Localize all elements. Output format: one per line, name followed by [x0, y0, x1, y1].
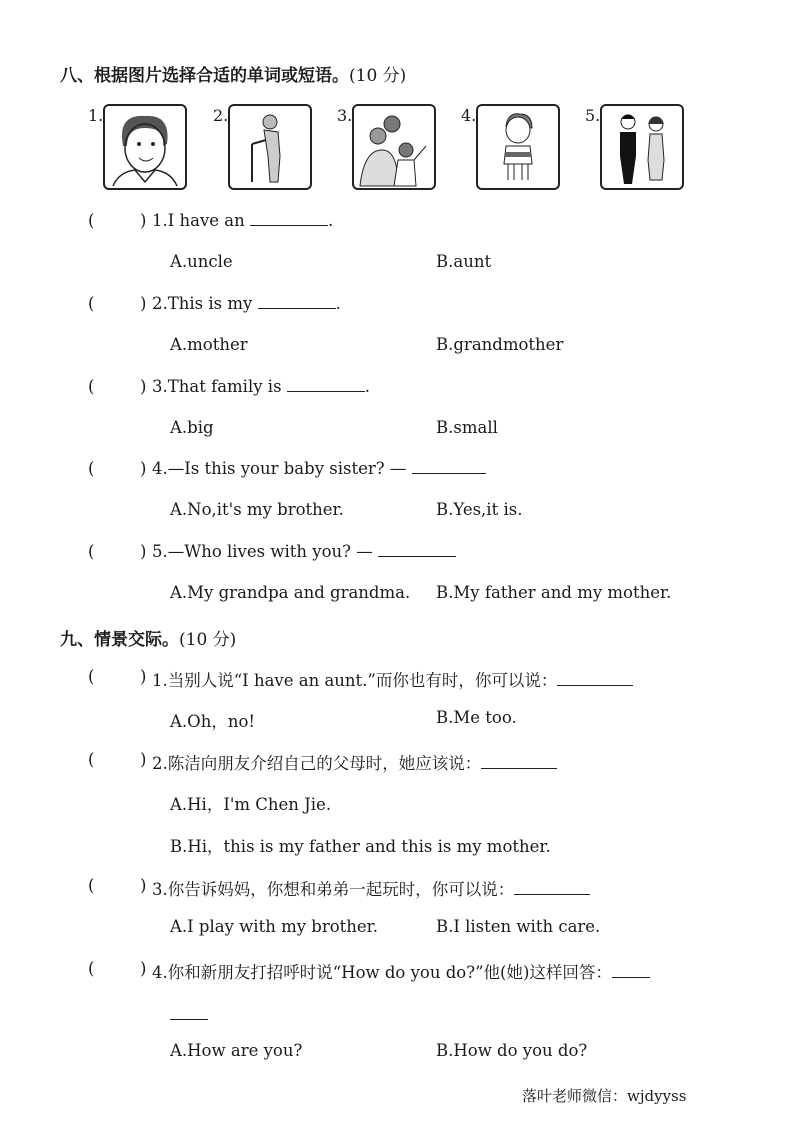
answer-paren-open[interactable]: ( [88, 750, 95, 769]
answer-blank[interactable] [412, 459, 486, 474]
answer-paren-open[interactable]: ( [88, 542, 95, 561]
answer-paren-open[interactable]: ( [88, 459, 95, 478]
answer-paren-close: ) [140, 876, 147, 895]
footer-watermark: 落叶老师微信：wjdyyss [522, 1087, 687, 1105]
option-a: A.How are you? [170, 1041, 303, 1060]
father-and-mother-icon [600, 104, 684, 190]
picture-number: 2. [213, 106, 229, 125]
question-end: . [328, 211, 334, 230]
section-8-title [60, 61, 406, 86]
answer-blank[interactable] [170, 1005, 208, 1020]
option-b: B.Hi，this is my father and this is my mother. [170, 837, 551, 856]
picture-number: 5. [585, 106, 601, 125]
answer-paren-close: ) [140, 542, 147, 561]
question-text [152, 377, 370, 396]
answer-paren-close: ) [140, 750, 147, 769]
option-b: B.I listen with care. [436, 917, 601, 936]
answer-paren-open[interactable]: ( [88, 211, 95, 230]
option-a: A.Hi，I'm Chen Jie. [170, 795, 332, 814]
picture-number: 1. [88, 106, 104, 125]
grandmother-icon [228, 104, 312, 190]
option-b: B.My father and my mother. [436, 583, 672, 602]
section-title-text: 九、情景交际。 [60, 630, 179, 650]
answer-paren-close: ) [140, 667, 147, 686]
section-points: (10 分) [349, 66, 407, 86]
answer-blank[interactable] [258, 294, 336, 309]
question-text [152, 294, 341, 313]
option-a: A.I play with my brother. [170, 917, 379, 936]
question-stem: 3.That family is [152, 377, 282, 396]
answer-blank[interactable] [378, 542, 456, 557]
section-title-text: 八、根据图片选择合适的单词或短语。 [60, 66, 349, 86]
option-a: A.No,it's my brother. [170, 500, 344, 519]
answer-paren-open[interactable]: ( [88, 294, 95, 313]
big-family-icon [352, 104, 436, 190]
answer-paren-open[interactable]: ( [88, 959, 95, 978]
option-b: B.Yes,it is. [436, 500, 523, 519]
option-a: A.My grandpa and grandma. [170, 583, 411, 602]
question-text: 4.你和新朋友打招呼时说“How do you do?”他(她)这样回答： [152, 959, 650, 983]
question-stem: 5.—Who lives with you? — [152, 542, 373, 561]
question-end: . [364, 377, 371, 396]
question-end: . [335, 294, 341, 313]
question-text [152, 211, 333, 230]
answer-paren-close: ) [140, 959, 147, 978]
option-b: B.Me too. [436, 708, 517, 727]
option-a: A.mother [170, 335, 248, 354]
option-a: A.big [170, 418, 214, 437]
question-stem: 2.This is my [152, 294, 253, 313]
answer-blank[interactable] [287, 377, 365, 392]
option-a: A.Oh，no! [170, 712, 256, 731]
answer-paren-open[interactable]: ( [88, 377, 95, 396]
picture-number: 4. [461, 106, 477, 125]
section-points: (10 分) [179, 630, 237, 650]
picture-number: 3. [337, 106, 353, 125]
little-boy-icon [476, 104, 560, 190]
option-b: B.small [436, 418, 498, 437]
answer-blank[interactable] [250, 211, 328, 226]
answer-paren-open[interactable]: ( [88, 667, 95, 686]
answer-paren-close: ) [140, 377, 147, 396]
option-b: B.How do you do? [436, 1041, 588, 1060]
question-stem: 1.I have an [152, 211, 245, 230]
question-text: 3.你告诉妈妈，你想和弟弟一起玩时，你可以说： [152, 876, 590, 900]
option-a: A.uncle [170, 252, 233, 271]
question-text [152, 459, 486, 478]
question-text [152, 542, 456, 561]
answer-paren-close: ) [140, 211, 147, 230]
section-9-title [60, 625, 236, 650]
man-portrait-icon [103, 104, 187, 190]
option-b: B.grandmother [436, 335, 564, 354]
answer-paren-open[interactable]: ( [88, 876, 95, 895]
question-text: 2.陈洁向朋友介绍自己的父母时，她应该说： [152, 750, 557, 774]
question-stem: 4.—Is this your baby sister? — [152, 459, 407, 478]
option-b: B.aunt [436, 252, 492, 271]
question-text: 1.当别人说“I have an aunt.”而你也有时，你可以说： [152, 667, 633, 691]
answer-paren-close: ) [140, 294, 147, 313]
answer-paren-close: ) [140, 459, 147, 478]
